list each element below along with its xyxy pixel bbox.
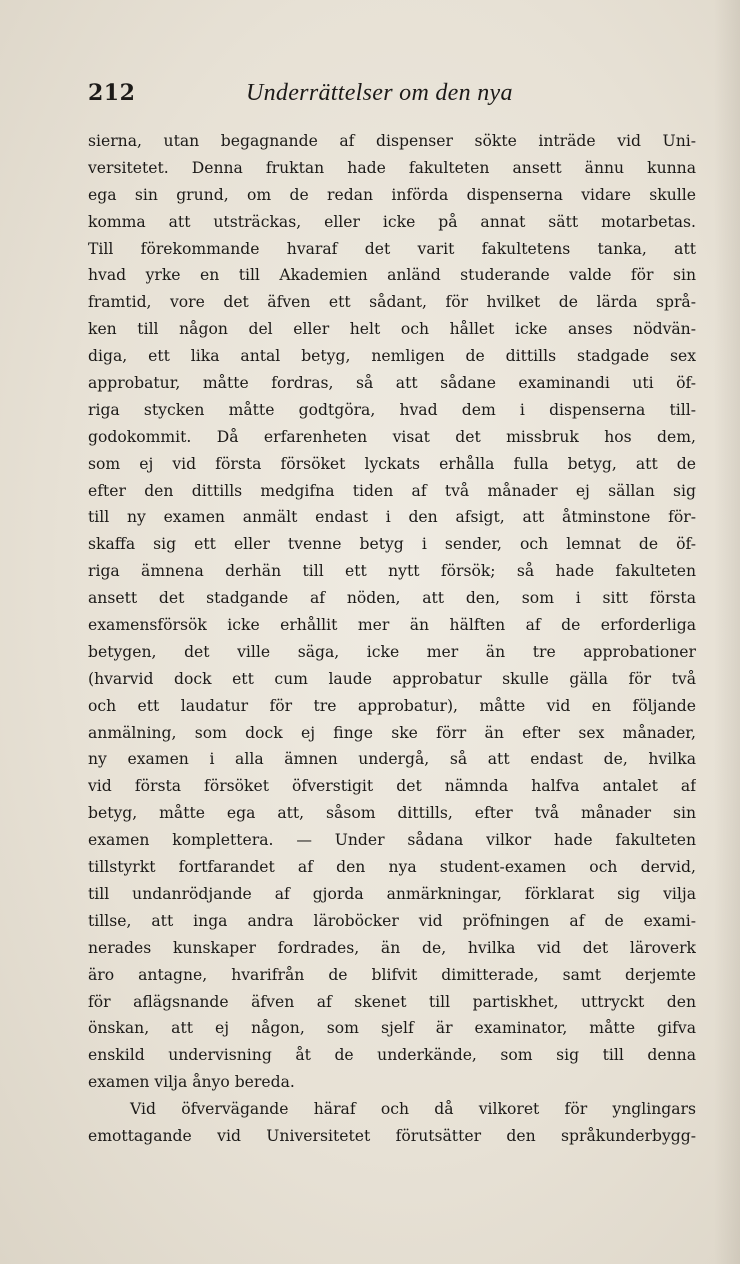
text-line: hvad yrke en till Akademien anländ studerande valde för sin [88, 266, 696, 285]
page-header [88, 80, 698, 114]
text-line: önskan, att ej någon, som sjelf är examinator, måtte gifva [88, 1019, 696, 1038]
text-line: emottagande vid Universitetet förutsätter den språkunderbygg- [88, 1126, 696, 1145]
text-line: efter den dittills medgifna tiden af två månader ej sällan sig [88, 481, 696, 500]
text-line: enskild undervisning åt de underkände, som sig till denna [88, 1046, 696, 1065]
text-line: godokommit. Då erfarenheten visat det missbruk hos dem, [88, 427, 696, 446]
text-line: komma att utsträckas, eller icke på annat sätt motarbetas. [88, 212, 696, 231]
text-line: ansett det stadgande af nöden, att den, som i sitt första [88, 589, 696, 608]
text-line: approbatur, måtte fordras, så att sådane examinandi uti öf- [88, 374, 696, 393]
text-line: till ny examen anmält endast i den afsigt, att åtminstone för- [88, 508, 696, 527]
body-text [88, 128, 696, 1150]
text-line: och ett laudatur för tre approbatur), måtte vid en följande [88, 696, 696, 715]
text-line: ny examen i alla ämnen undergå, så att endast de, hvilka [88, 750, 696, 769]
text-line: anmälning, som dock ej finge ske förr än efter sex månader, [88, 723, 696, 742]
text-line: ega sin grund, om de redan införda dispenserna vidare skulle [88, 185, 696, 204]
text-line: tillse, att inga andra läroböcker vid pröfningen af de exami- [88, 911, 696, 930]
page-edge-shadow [714, 0, 740, 1264]
text-line: riga stycken måtte godtgöra, hvad dem i dispenserna till- [88, 400, 696, 419]
text-line: examensförsök icke erhållit mer än hälften af de erforderliga [88, 616, 696, 635]
text-line: skaffa sig ett eller tvenne betyg i sender, och lemnat de öf- [88, 535, 696, 554]
text-line-paragraph-end: examen vilja ånyo bereda. [88, 1073, 295, 1092]
text-line: tillstyrkt fortfarandet af den nya student-examen och dervid, [88, 858, 696, 877]
text-line: Till förekommande hvaraf det varit fakultetens tanka, att [88, 239, 696, 258]
text-line: äro antagne, hvarifrån de blifvit dimitterade, samt derjemte [88, 965, 696, 984]
text-line: vid första försöket öfverstigit det nämnda halfva antalet af [88, 777, 696, 796]
text-line: examen komplettera. — Under sådana vilkor hade fakulteten [88, 831, 696, 850]
text-line-paragraph-start: Vid öfvervägande häraf och då vilkoret för ynglingars [130, 1100, 696, 1119]
text-line: som ej vid första försöket lyckats erhålla fulla betyg, att de [88, 454, 696, 473]
text-line: nerades kunskaper fordrades, än de, hvilka vid det läroverk [88, 938, 696, 957]
page-number: 212 [88, 80, 136, 106]
text-line: betyg, måtte ega att, såsom dittills, efter två månader sin [88, 804, 696, 823]
text-line: ken till någon del eller helt och hållet icke anses nödvän- [88, 320, 696, 339]
text-line: diga, ett lika antal betyg, nemligen de dittills stadgade sex [88, 347, 696, 366]
text-line: framtid, vore det äfven ett sådant, för hvilket de lärda språ- [88, 293, 696, 312]
text-line: betygen, det ville säga, icke mer än tre approbationer [88, 642, 696, 661]
text-line: för aflägsnande äfven af skenet till partiskhet, uttryckt den [88, 992, 696, 1011]
running-title: Underrättelser om den nya [246, 80, 513, 106]
text-line: versitetet. Denna fruktan hade fakulteten ansett ännu kunna [88, 158, 696, 177]
text-line: sierna, utan begagnande af dispenser sökte inträde vid Uni- [88, 132, 696, 150]
text-line: (hvarvid dock ett cum laude approbatur skulle gälla för två [88, 669, 696, 688]
text-line: till undanrödjande af gjorda anmärkningar, förklarat sig vilja [88, 884, 696, 903]
text-line: riga ämnena derhän till ett nytt försök; så hade fakulteten [88, 562, 696, 581]
